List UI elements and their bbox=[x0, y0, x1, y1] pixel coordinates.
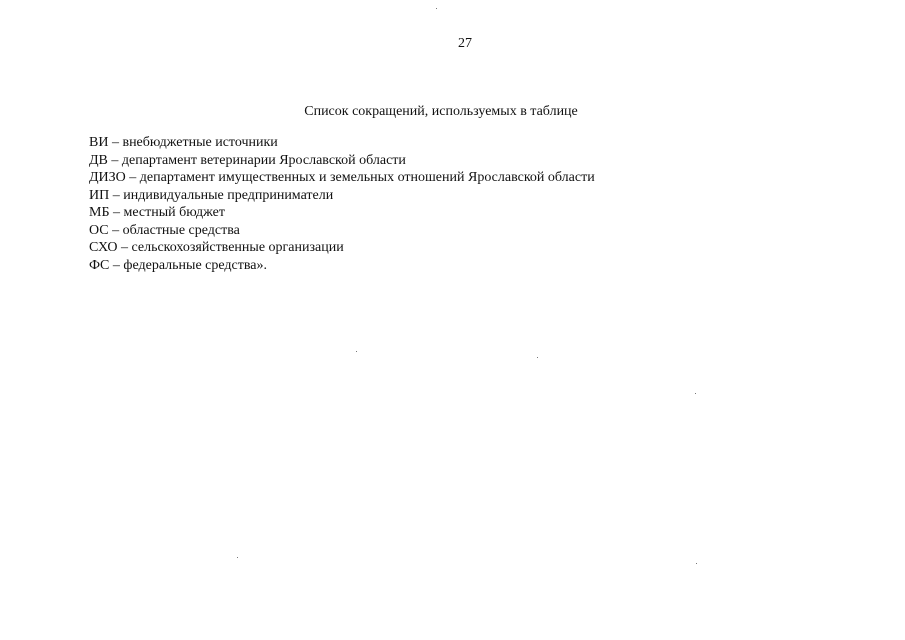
abbreviation-separator: – bbox=[117, 240, 132, 255]
abbreviation-item-os bbox=[89, 222, 595, 240]
abbreviation-item-fs bbox=[89, 257, 595, 275]
abbreviation-code: ФС bbox=[89, 257, 110, 273]
abbreviation-list bbox=[89, 134, 595, 274]
abbreviation-separator: – bbox=[108, 135, 123, 150]
scan-speck bbox=[356, 351, 357, 352]
abbreviation-code: СХО bbox=[89, 240, 118, 255]
abbreviation-item-vi bbox=[89, 134, 595, 152]
abbreviation-item-sho bbox=[89, 239, 595, 257]
abbreviation-code: ИП bbox=[89, 187, 110, 203]
scan-speck bbox=[237, 557, 238, 558]
abbreviation-separator: – bbox=[125, 170, 140, 185]
abbreviation-item-ip bbox=[89, 187, 595, 205]
abbreviation-definition: индивидуальные предприниматели bbox=[123, 187, 334, 203]
document-title: Список сокращений, используемых в таблице bbox=[304, 104, 578, 119]
abbreviation-separator: – bbox=[109, 187, 124, 203]
abbreviation-code: ДВ bbox=[89, 152, 108, 168]
abbreviation-code: ВИ bbox=[89, 135, 109, 150]
abbreviation-separator: – bbox=[109, 257, 124, 273]
abbreviation-item-dv bbox=[89, 152, 595, 170]
abbreviation-definition: федеральные средства». bbox=[123, 257, 268, 273]
page-number: 27 bbox=[458, 36, 472, 51]
abbreviation-separator: – bbox=[108, 222, 123, 238]
scan-speck bbox=[537, 357, 538, 358]
abbreviation-code: ДИЗО bbox=[89, 170, 126, 185]
abbreviation-code: ОС bbox=[89, 222, 109, 238]
abbreviation-definition: департамент имущественных и земельных отношений Ярославской области bbox=[139, 170, 595, 185]
abbreviation-definition: департамент ветеринарии Ярославской области bbox=[121, 152, 406, 168]
abbreviation-separator: – bbox=[109, 205, 124, 220]
abbreviation-item-mb bbox=[89, 204, 595, 222]
abbreviation-item-dizo bbox=[89, 169, 595, 187]
scan-speck bbox=[436, 8, 437, 9]
scan-speck bbox=[695, 393, 696, 394]
abbreviation-code: МБ bbox=[89, 205, 110, 220]
scan-speck bbox=[696, 563, 697, 564]
abbreviation-definition: внебюджетные источники bbox=[122, 135, 278, 150]
abbreviation-definition: местный бюджет bbox=[123, 205, 225, 220]
abbreviation-separator: – bbox=[107, 152, 122, 168]
abbreviation-definition: областные средства bbox=[122, 222, 240, 238]
abbreviation-definition: сельскохозяйственные организации bbox=[131, 240, 344, 255]
